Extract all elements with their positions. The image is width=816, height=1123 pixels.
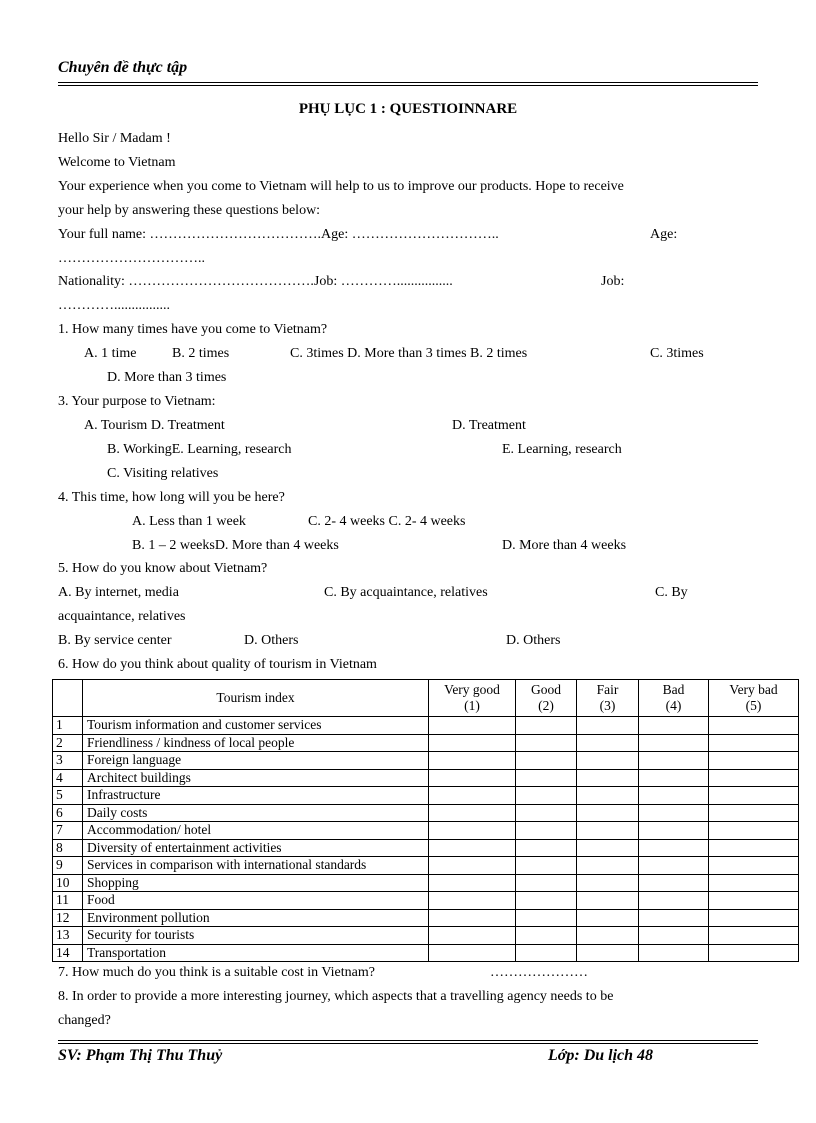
table-row [53, 752, 799, 770]
rating-cell-1[interactable] [429, 752, 516, 770]
table-row [53, 839, 799, 857]
rating-cell-4[interactable] [639, 857, 709, 875]
row-number: 4 [53, 769, 83, 787]
header-rule-1 [58, 82, 758, 83]
nationality-job-field[interactable]: Nationality: ………………………………….Job: …………................ [58, 274, 453, 289]
header-bad: Bad (4) [639, 680, 709, 717]
rating-cell-5[interactable] [709, 944, 799, 962]
rating-cell-2[interactable] [516, 769, 577, 787]
rating-cell-4[interactable] [639, 769, 709, 787]
rating-cell-5[interactable] [709, 734, 799, 752]
rating-cell-1[interactable] [429, 769, 516, 787]
footer-class: Lớp: Du lịch 48 [548, 1047, 654, 1064]
q4-option-a[interactable]: A. Less than 1 week [132, 514, 246, 529]
table-header-row [53, 680, 799, 717]
row-label: Food [83, 892, 429, 910]
rating-cell-3[interactable] [577, 944, 639, 962]
footer-student: SV: Phạm Thị Thu Thuỷ [58, 1047, 223, 1064]
row-number: 8 [53, 839, 83, 857]
rating-cell-1[interactable] [429, 822, 516, 840]
q1-option-a[interactable]: A. 1 time [84, 346, 137, 361]
question-3: 3. Your purpose to Vietnam: [58, 394, 216, 409]
q3-option-b[interactable]: B. WorkingE. Learning, research [107, 442, 292, 457]
question-8: 8. In order to provide a more interesting journey, which aspects that a travelling agency needs to be [58, 989, 614, 1004]
q3-option-d-right[interactable]: D. Treatment [452, 418, 526, 433]
q1-option-cd[interactable]: C. 3times D. More than 3 times B. 2 times [290, 346, 528, 361]
footer-rule-2 [58, 1043, 758, 1044]
row-number: 11 [53, 892, 83, 910]
rating-cell-2[interactable] [516, 822, 577, 840]
question-7: 7. How much do you think is a suitable cost in Vietnam? [58, 965, 375, 980]
row-label: Services in comparison with international standards [83, 857, 429, 875]
quality-rating-table [52, 679, 799, 962]
rating-cell-4[interactable] [639, 787, 709, 805]
table-row [53, 769, 799, 787]
question-8-continuation: changed? [58, 1013, 111, 1028]
rating-cell-4[interactable] [639, 717, 709, 735]
q3-option-e-right[interactable]: E. Learning, research [502, 442, 622, 457]
rating-cell-4[interactable] [639, 909, 709, 927]
age-continuation[interactable]: ………………………….. [58, 251, 205, 266]
rating-cell-3[interactable] [577, 787, 639, 805]
header-title: Chuyên đề thực tập [58, 59, 188, 76]
footer-rule-1 [58, 1040, 758, 1041]
rating-cell-5[interactable] [709, 769, 799, 787]
rating-cell-2[interactable] [516, 752, 577, 770]
table-row [53, 909, 799, 927]
q7-answer-blank[interactable]: ………………… [490, 965, 588, 980]
rating-cell-1[interactable] [429, 787, 516, 805]
rating-cell-2[interactable] [516, 927, 577, 945]
header-very-bad: Very bad (5) [709, 680, 799, 717]
rating-cell-4[interactable] [639, 927, 709, 945]
rating-cell-5[interactable] [709, 839, 799, 857]
rating-cell-1[interactable] [429, 944, 516, 962]
question-1: 1. How many times have you come to Vietnam? [58, 322, 328, 337]
row-label: Architect buildings [83, 769, 429, 787]
rating-cell-3[interactable] [577, 892, 639, 910]
rating-cell-2[interactable] [516, 734, 577, 752]
rating-cell-2[interactable] [516, 787, 577, 805]
greeting: Hello Sir / Madam ! [58, 131, 171, 146]
rating-cell-3[interactable] [577, 927, 639, 945]
row-number: 9 [53, 857, 83, 875]
rating-cell-1[interactable] [429, 909, 516, 927]
rating-cell-3[interactable] [577, 734, 639, 752]
rating-cell-5[interactable] [709, 752, 799, 770]
row-label: Friendliness / kindness of local people [83, 734, 429, 752]
q5-option-a[interactable]: A. By internet, media [58, 585, 179, 600]
q5-option-c-right[interactable]: C. By [655, 585, 688, 600]
q3-option-c[interactable]: C. Visiting relatives [107, 466, 219, 481]
question-4: 4. This time, how long will you be here? [58, 490, 285, 505]
q5-option-b[interactable]: B. By service center [58, 633, 172, 648]
row-number: 7 [53, 822, 83, 840]
rating-cell-1[interactable] [429, 927, 516, 945]
q1-option-d[interactable]: D. More than 3 times [107, 370, 227, 385]
q1-option-b[interactable]: B. 2 times [172, 346, 230, 361]
intro-line-2: your help by answering these questions below: [58, 203, 321, 218]
rating-cell-3[interactable] [577, 717, 639, 735]
header-good: Good (2) [516, 680, 577, 717]
rating-cell-2[interactable] [516, 717, 577, 735]
rating-cell-2[interactable] [516, 874, 577, 892]
rating-cell-4[interactable] [639, 752, 709, 770]
header-rule-2 [58, 85, 758, 86]
rating-cell-4[interactable] [639, 892, 709, 910]
page-title: PHỤ LỤC 1 : QUESTIOINNARE [298, 101, 518, 117]
rating-cell-3[interactable] [577, 857, 639, 875]
row-number: 13 [53, 927, 83, 945]
q1-option-c-right[interactable]: C. 3times [650, 346, 704, 361]
row-label: Transportation [83, 944, 429, 962]
job-label-right: Job: [601, 274, 625, 289]
job-continuation[interactable]: …………................ [58, 298, 170, 313]
rating-cell-5[interactable] [709, 874, 799, 892]
row-label: Diversity of entertainment activities [83, 839, 429, 857]
rating-cell-4[interactable] [639, 734, 709, 752]
row-label: Accommodation/ hotel [83, 822, 429, 840]
age-label-right: Age: [650, 227, 678, 242]
row-label: Foreign language [83, 752, 429, 770]
rating-cell-1[interactable] [429, 839, 516, 857]
rating-cell-5[interactable] [709, 717, 799, 735]
table-row [53, 857, 799, 875]
rating-cell-2[interactable] [516, 839, 577, 857]
rating-cell-3[interactable] [577, 752, 639, 770]
rating-cell-1[interactable] [429, 874, 516, 892]
q5-option-c[interactable]: C. By acquaintance, relatives [324, 585, 488, 600]
table-row [53, 944, 799, 962]
rating-cell-3[interactable] [577, 804, 639, 822]
rating-cell-1[interactable] [429, 857, 516, 875]
q5-option-d-right[interactable]: D. Others [506, 633, 561, 648]
rating-cell-2[interactable] [516, 892, 577, 910]
rating-cell-2[interactable] [516, 944, 577, 962]
row-number: 2 [53, 734, 83, 752]
rating-cell-3[interactable] [577, 909, 639, 927]
rating-cell-2[interactable] [516, 909, 577, 927]
rating-cell-5[interactable] [709, 804, 799, 822]
q4-option-b[interactable]: B. 1 – 2 weeksD. More than 4 weeks [132, 538, 339, 553]
row-number: 14 [53, 944, 83, 962]
rating-cell-4[interactable] [639, 822, 709, 840]
q4-option-d-right[interactable]: D. More than 4 weeks [502, 538, 627, 553]
table-row [53, 804, 799, 822]
rating-cell-1[interactable] [429, 804, 516, 822]
rating-cell-5[interactable] [709, 857, 799, 875]
rating-cell-5[interactable] [709, 892, 799, 910]
rating-cell-4[interactable] [639, 839, 709, 857]
table-row [53, 787, 799, 805]
rating-cell-5[interactable] [709, 822, 799, 840]
header-fair: Fair (3) [577, 680, 639, 717]
question-5: 5. How do you know about Vietnam? [58, 561, 268, 576]
rating-cell-1[interactable] [429, 717, 516, 735]
rating-cell-4[interactable] [639, 804, 709, 822]
rating-cell-3[interactable] [577, 839, 639, 857]
q4-option-c[interactable]: C. 2- 4 weeks C. 2- 4 weeks [308, 514, 466, 529]
rating-cell-1[interactable] [429, 892, 516, 910]
table-row [53, 822, 799, 840]
header-number-cell [53, 680, 83, 717]
rating-cell-3[interactable] [577, 769, 639, 787]
row-label: Infrastructure [83, 787, 429, 805]
header-tourism-index: Tourism index [83, 680, 429, 717]
table-row [53, 927, 799, 945]
rating-cell-5[interactable] [709, 787, 799, 805]
intro-line-1: Your experience when you come to Vietnam will help to us to improve our products. Hope to receive [58, 179, 624, 194]
rating-cell-3[interactable] [577, 874, 639, 892]
rating-cell-4[interactable] [639, 874, 709, 892]
header-very-good: Very good (1) [429, 680, 516, 717]
q5-option-c-continuation: acquaintance, relatives [58, 609, 186, 624]
rating-cell-1[interactable] [429, 734, 516, 752]
row-number: 3 [53, 752, 83, 770]
row-label: Shopping [83, 874, 429, 892]
row-number: 5 [53, 787, 83, 805]
row-number: 1 [53, 717, 83, 735]
table-row [53, 734, 799, 752]
row-number: 6 [53, 804, 83, 822]
row-number: 12 [53, 909, 83, 927]
row-number: 10 [53, 874, 83, 892]
welcome: Welcome to Vietnam [58, 155, 176, 170]
table-row [53, 874, 799, 892]
rating-cell-4[interactable] [639, 944, 709, 962]
rating-cell-2[interactable] [516, 857, 577, 875]
row-label: Environment pollution [83, 909, 429, 927]
name-age-field[interactable]: Your full name: ……………………………….Age: ………………………….. [58, 227, 499, 242]
rating-cell-5[interactable] [709, 909, 799, 927]
table-row [53, 892, 799, 910]
table-row [53, 717, 799, 735]
question-6: 6. How do you think about quality of tourism in Vietnam [58, 657, 377, 672]
q3-option-a[interactable]: A. Tourism D. Treatment [84, 418, 225, 433]
row-label: Security for tourists [83, 927, 429, 945]
rating-cell-2[interactable] [516, 804, 577, 822]
row-label: Tourism information and customer services [83, 717, 429, 735]
row-label: Daily costs [83, 804, 429, 822]
q5-option-d[interactable]: D. Others [244, 633, 299, 648]
rating-cell-5[interactable] [709, 927, 799, 945]
rating-cell-3[interactable] [577, 822, 639, 840]
